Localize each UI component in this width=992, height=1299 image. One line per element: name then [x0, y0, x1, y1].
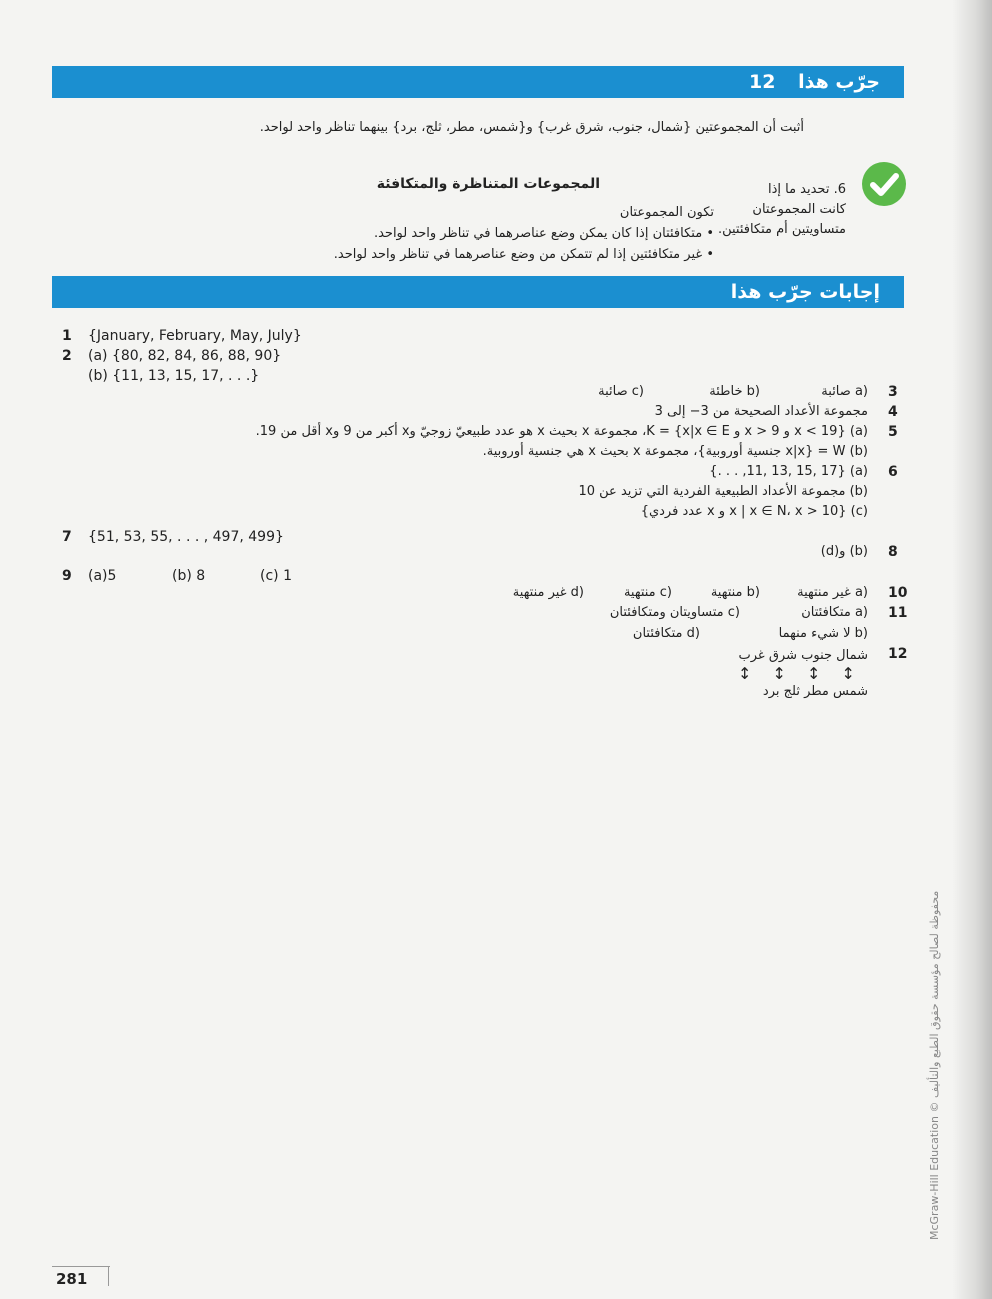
- answer-11c: (c متساويتان ومتكافئتان: [609, 605, 740, 620]
- answer-9c: (c) 1: [260, 568, 292, 584]
- answers-banner: [52, 276, 904, 308]
- answer-2b: (b) {11, 13, 15, 17, . . .}: [88, 368, 260, 384]
- answer-3-number: 3: [888, 384, 898, 400]
- answers-title: إجابات جرّب هذا: [730, 281, 880, 303]
- answer-10c: (c منتهية: [623, 585, 672, 600]
- answer-6a: (a) {11, 13, 15, 17, . . .}: [709, 464, 868, 479]
- bullet-2-text: غير متكافئتين إذا لم تتمكن من وضع عناصرهما في تناظر واحد لواحد.: [333, 247, 703, 262]
- objective-line-1: 6. تحديد ما إذا: [767, 182, 846, 197]
- note-heading: المجموعات المتناظرة والمتكافئة: [376, 176, 600, 192]
- answer-12-bottom-set: شمس مطر ثلج برد: [762, 684, 868, 699]
- answer-2a: (a) {80, 82, 84, 86, 88, 90}: [88, 348, 282, 364]
- bullet-symbol: •: [706, 247, 714, 262]
- answer-5b: (b) W = {x|x جنسية أوروبية}، مجموعة x بحيث x هي جنسية أوروبية.: [482, 444, 868, 459]
- footer-tick: [108, 1266, 109, 1286]
- footer-rule: [52, 1266, 110, 1267]
- bullet-symbol: •: [706, 226, 714, 241]
- answer-4: مجموعة الأعداد الصحيحة من 3− إلى 3: [654, 404, 868, 419]
- answer-2-number: 2: [62, 348, 72, 364]
- answer-6b: (b) مجموعة الأعداد الطبيعية الفردية التي تزيد عن 10: [578, 484, 868, 499]
- objective-line-2: كانت المجموعتان: [752, 202, 846, 217]
- answer-8: (b) و(d): [820, 544, 868, 559]
- note-bullet-2: [334, 247, 714, 262]
- try-it-number: 12: [749, 71, 776, 93]
- answer-1-number: 1: [62, 328, 72, 344]
- objective-line-3: متساويتين أم متكافئتين.: [717, 222, 846, 237]
- answer-10b: (b منتهية: [710, 585, 760, 600]
- answer-7: {51, 53, 55, . . . , 497, 499}: [88, 529, 284, 545]
- answer-4-number: 4: [888, 404, 898, 420]
- page-number: 281: [56, 1270, 88, 1288]
- answer-11-number: 11: [888, 605, 908, 621]
- answer-8-number: 8: [888, 544, 898, 560]
- answer-12-arrows: ↕ ↕ ↕ ↕: [738, 664, 863, 683]
- side-copyright: McGraw-Hill Education © محفوظة لصالح مؤسسة حقوق الطبع والتأليف: [928, 890, 941, 1240]
- answer-10-number: 10: [888, 585, 908, 601]
- answer-3c: (c صائبة: [598, 384, 644, 399]
- answer-7-number: 7: [62, 529, 72, 545]
- answer-11b: (b لا شيء منهما: [778, 626, 868, 641]
- answer-5a: (a) {x < 19 و x > 9 و x|x ∈ E} = K، مجموعة x بحيث x هو عدد طبيعيّ زوجيّ وx أكبر من 9 وx أقل من 19.: [255, 424, 868, 439]
- try-it-instruction: أثبت أن المجموعتين {شمال، جنوب، شرق غرب} و{شمس، مطر، ثلج، برد} بينهما تناظر واحد لواحد.: [259, 120, 804, 135]
- answer-1: {January, February, May, July}: [88, 328, 302, 344]
- answer-3a: (a صائبة: [821, 384, 868, 399]
- answer-11d: (d متكافئتان: [632, 626, 700, 641]
- answer-9b: (b) 8: [172, 568, 206, 584]
- bullet-1-text: متكافئتان إذا كان يمكن وضع عناصرهما في تناظر واحد لواحد.: [373, 226, 703, 241]
- answer-12-top-set: شمال جنوب شرق غرب: [738, 648, 868, 663]
- answer-6-number: 6: [888, 464, 898, 480]
- answer-10d: (d غير منتهية: [512, 585, 584, 600]
- note-lead: تكون المجموعتان: [619, 205, 714, 220]
- answer-9a: (a)5: [88, 568, 117, 584]
- answer-12-number: 12: [888, 646, 908, 662]
- answer-6c: (c) {x | x ∈ N، x > 10 و x عدد فردي}: [640, 504, 868, 519]
- answer-5-number: 5: [888, 424, 898, 440]
- note-bullet-1: [374, 226, 714, 241]
- answer-3b: (b خاطئة: [709, 384, 760, 399]
- answer-11a: (a متكافئتان: [801, 605, 868, 620]
- check-icon: [862, 162, 906, 206]
- try-it-title: جرّب هذا: [798, 71, 880, 93]
- answer-9-number: 9: [62, 568, 72, 584]
- answer-10a: (a غير منتهية: [797, 585, 868, 600]
- page-edge-shadow: [952, 0, 992, 1299]
- try-it-banner: [52, 66, 904, 98]
